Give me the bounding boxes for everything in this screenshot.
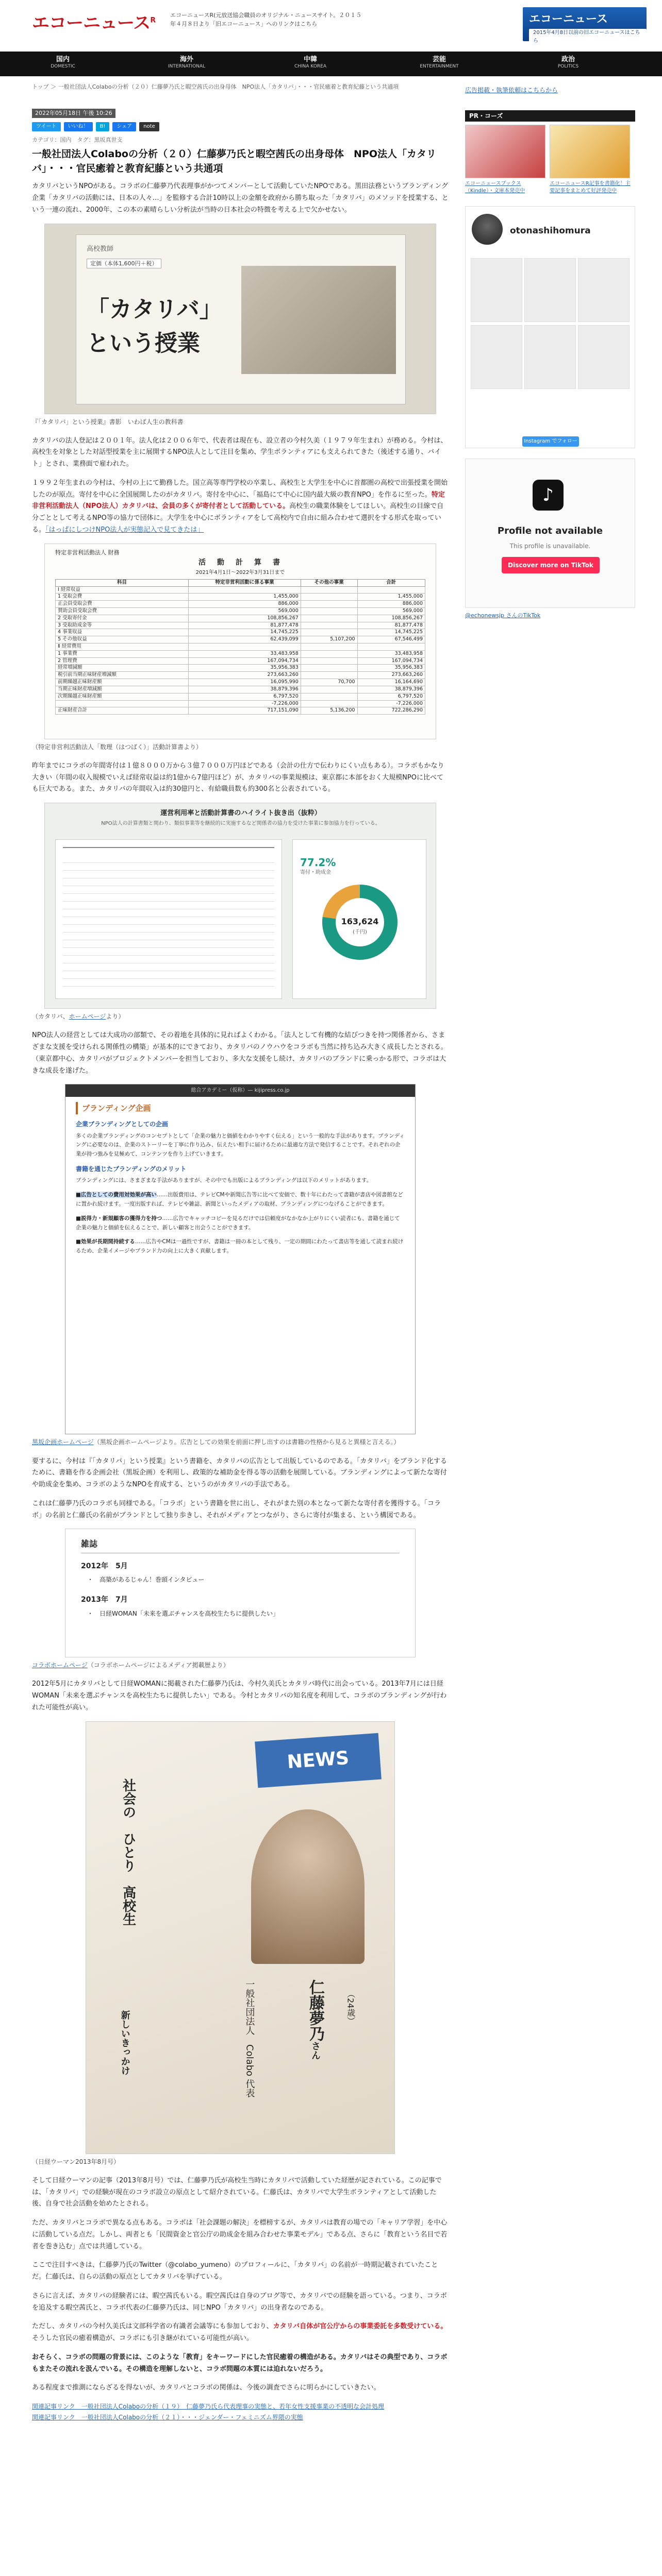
report-document: [55, 839, 282, 999]
web-bullet-title: ■効果が長期間持続する: [76, 1239, 135, 1245]
photo-text: ひとり: [120, 1832, 136, 1872]
table-cell: [189, 643, 301, 651]
table-cell: 2 受取寄付金: [56, 615, 189, 622]
web-bullet-text: ……広告やCMは一過性ですが、書籍は一冊の本として残り、一定の期間にわたって書店等を通して読まれ続けるため、企業イメージやブランド力の向上に大きく貢献します。: [76, 1239, 404, 1255]
caption: [32, 1437, 449, 1447]
web-subtitle: 書籍を通じたブランディングのメリット: [76, 1165, 187, 1173]
table-row: [56, 672, 425, 679]
table-row: [56, 693, 425, 700]
table-cell: 108,856,267: [357, 615, 425, 622]
banner-title: エコーニュース: [529, 13, 608, 26]
logo-mark: R: [150, 16, 156, 25]
table-cell: 1 受取会費: [56, 594, 189, 601]
table-cell: 569,000: [357, 607, 425, 615]
caption: （カタリバ、ホームページより）: [32, 1013, 125, 1021]
instagram-post[interactable]: [471, 325, 522, 389]
like-button[interactable]: いいね！: [64, 122, 93, 131]
table-cell: 5 その他収益: [56, 636, 189, 643]
article-date: 2022年05月18日 午後 10:26: [32, 109, 115, 118]
table-row: [56, 594, 425, 601]
table-cell: -7,226,000: [189, 700, 301, 707]
related-link[interactable]: 関連記事リンク 一般社団法人Colaboの分析（１９） 仁藤夢乃氏ら代表理事の実態と、若年女性支援事業の不透明な会計処理: [32, 2403, 385, 2411]
portrait-photo: [251, 1809, 365, 1964]
pr-item[interactable]: [550, 125, 632, 195]
tiktok-title: Profile not available: [497, 526, 603, 536]
table-cell: 81,877,478: [357, 622, 425, 629]
web-bullet-text: ……出版費用は、テレビCMや新聞広告等に比べて安価で、数十年にわたって書籍が書店や図書館などに置かれ続けます。一度出版すれば、テレビや雑誌、新聞といったメディアの取材、ブランディングにつなげることができます。: [76, 1192, 403, 1207]
web-bullet: [76, 1238, 405, 1256]
pr-thumbnail: [550, 125, 630, 178]
table-cell: 4 事業収益: [56, 629, 189, 636]
browser-bar: 総合アカデミー（仮称）— kijipress.co.jp: [65, 1084, 415, 1097]
photo-text: 仁藤夢乃: [306, 1979, 324, 2041]
table-header: その他の事業: [301, 579, 357, 586]
table-cell: 167,094,734: [357, 657, 425, 665]
table-cell: [301, 586, 357, 594]
table-row: [56, 636, 425, 643]
homepage-link[interactable]: ホームページ: [69, 1013, 106, 1021]
table-cell: 886,000: [357, 601, 425, 608]
nav-sub: INTERNATIONAL: [168, 63, 206, 69]
related-links: [32, 2401, 449, 2422]
table-cell: 14,745,225: [189, 629, 301, 636]
photo-vertical-text: [117, 1778, 139, 1995]
tiktok-subtitle: This profile is unavailable.: [509, 543, 591, 550]
profile-name: [303, 1979, 327, 2134]
web-bullet: [76, 1214, 405, 1233]
banner-subtitle: 2015年4月8日以前の旧エコーニュースはこちら: [529, 29, 647, 45]
table-cell: 38,879,396: [189, 686, 301, 693]
site-logo[interactable]: [32, 9, 155, 37]
donut-percent: 77.2%: [300, 856, 336, 869]
caption: 『「カタリバ」という授業』書影 いわば人生の教科書: [32, 418, 184, 426]
web-text: ブランディングには、さまざまな手法がありますが、その中でも出版によるブランディングは以下のメリットがあります。: [76, 1177, 372, 1184]
donut-percent-value: 77.2: [300, 856, 326, 869]
table-cell: 次期繰越正味財産額: [56, 693, 189, 700]
web-bullet-title: ■広告としての費用対効果が高い: [76, 1192, 157, 1198]
table-cell: [301, 629, 357, 636]
pr-item[interactable]: [465, 125, 548, 195]
caption-text: （コラボホームページによるメディア掲載歴より）: [87, 1662, 229, 1669]
paragraph-text: そうした官民の癒着構造が、コラボにも引き継がれている可能性が高い。: [32, 2334, 254, 2343]
share-buttons: [32, 122, 449, 131]
table-cell: [301, 615, 357, 622]
table-cell: 正味財産合計: [56, 707, 189, 715]
caption: [32, 1660, 449, 1670]
table-cell: 273,663,260: [189, 672, 301, 679]
table-cell: [301, 607, 357, 615]
table-cell: 886,000: [189, 601, 301, 608]
paragraph: 要するに、今村は『「カタリバ」という授業』という書籍を、カタリバの広告として出版しているのである。「カタリバ」をブランド化するために、書籍を作る企画会社（黒坂企画）を利用し、政策的な補助金を得る等の活動を展開している。ブランディングによって新たな寄付や助成金を集め、コラボのようなNPOを育成する、というのがカタリバの手法である。: [32, 1457, 447, 1489]
table-cell: 6,797,520: [189, 693, 301, 700]
table-cell: [301, 657, 357, 665]
table-cell: [56, 700, 189, 707]
table-cell: 108,856,267: [189, 615, 301, 622]
table-row: [56, 700, 425, 707]
table-cell: [301, 622, 357, 629]
table-row: [56, 615, 425, 622]
table-cell: Ⅱ 経常費用: [56, 643, 189, 651]
paragraph: 2012年5月にカタリバとして日経WOMANに掲載された仁藤夢乃氏は、今村久美氏とカタリバ時代に出会っている。2013年7月には日経WOMAN「未来を選ぶチャンスを高校生たちに提供したい」である。今村とカタリバの知名度を利用して、コラボのブランディングが行われた可能性が高い。: [32, 1680, 447, 1711]
instagram-follow-button[interactable]: Instagram でフォロー: [522, 436, 579, 447]
paragraph: おそらく、コラボの問題の背景には、このような「教育」をキーワードにした官民癒着の構造がある。カタリバはその典型であり、コラボもまたその流れを汲んでいる。その構造を理解しないと、コラボ問題の本質には迫れないだろう。: [32, 2353, 448, 2373]
table-cell: [357, 643, 425, 651]
table-cell: 3 受取助成金等: [56, 622, 189, 629]
sidebar: [465, 110, 635, 620]
cover-title-line1: 「カタリバ」: [87, 296, 222, 323]
colabo-homepage-link[interactable]: コラボホームページ: [32, 1662, 88, 1669]
nav-sub: CHINA KOREA: [294, 63, 327, 69]
inline-link[interactable]: 「はっぱにしつけNPO法人が実態記入で見てきたは」: [45, 526, 204, 534]
paragraph: ここで注目すべきは、仁藤夢乃氏のTwitter（@colabo_yumeno）のプロフィールに、「カタリバ」の名前が一時期記載されていたことだ。仁藤氏は、自らの活動の原点としてカタリバを挙げている。: [32, 2261, 438, 2281]
old-site-banner[interactable]: [523, 7, 647, 44]
table-cell: 6,797,520: [357, 693, 425, 700]
nav-sub: ENTERTAINMENT: [420, 63, 459, 69]
magazine-item: ・ 日経WOMAN「未来を選ぶチャンスを高校生たちに提供したい」: [87, 1609, 279, 1617]
table-cell: 81,877,478: [189, 622, 301, 629]
table-cell: [301, 650, 357, 657]
main-nav: [0, 52, 662, 76]
web-bullet-title: ■説得力・新規顧客の獲得力を持つ: [76, 1215, 162, 1222]
table-cell: 賛助会員受取会費: [56, 607, 189, 615]
cover-price: 定価（本体1,600円＋税）: [87, 259, 161, 269]
instagram-post[interactable]: [524, 325, 576, 389]
book-cover: [76, 234, 406, 404]
instagram-username[interactable]: otonashihomura: [510, 226, 591, 236]
statement-title: 活 動 計 算 書: [198, 558, 282, 567]
tiktok-link[interactable]: @echonewsjp さんのTikTok: [465, 612, 541, 619]
cover-author: 高校教師: [87, 245, 114, 253]
table-cell: -7,226,000: [357, 700, 425, 707]
nav-domestic[interactable]: [32, 52, 94, 76]
financial-statement-image: [44, 544, 436, 739]
web-bullet: [76, 1191, 405, 1209]
share-button[interactable]: シェア: [112, 122, 136, 131]
table-cell: 35,956,383: [189, 665, 301, 672]
table-cell: [301, 672, 357, 679]
paragraph: カタリバというNPOがある。コラボの仁藤夢乃代表理事がかつてメンバーとして活動していたNPOである。黒田法務というブランディング企業「カタリバの活動には、日本の人々…」を監修する合計10時以上の金額を政府から勝ち取った「カタリバ」のメソッドを授業する、という一連の流れ、2000年、この本の素晴らしい分析法が当時の日本社会の特徴を考える上で欠かせない。: [32, 182, 449, 214]
table-cell: [301, 686, 357, 693]
site-header: [0, 0, 662, 52]
paragraph: これは仁藤夢乃氏のコラボも同様である。「コラボ」という書籍を世に出し、それがまた別の本となって新たな寄付者を獲得する。「コラボ」の名前と仁藤氏の名前がブランドとして独り歩きし、それがメディアとつながり、さらに寄付が集まる、という構図である。: [32, 1499, 441, 1519]
table-row: [56, 622, 425, 629]
magazine-year: 2012年 5月: [81, 1562, 128, 1570]
magazine-item: ・ 高築があるじゃん！巻頭インタビュー: [87, 1576, 205, 1584]
article: [32, 108, 449, 2422]
photo-text: Colabo 代表: [244, 2044, 255, 2098]
report-title: 運営利用率と活動計算書のハイライト抜き出（抜粋）: [160, 809, 321, 818]
table-row: [56, 679, 425, 686]
donut-center-value: 163,624: [341, 917, 379, 927]
donut-center-unit: (千円): [353, 929, 367, 936]
table-cell: 717,151,090: [189, 707, 301, 715]
note-button[interactable]: note: [139, 122, 159, 131]
instagram-post[interactable]: [578, 325, 630, 389]
table-cell: 1,455,000: [357, 594, 425, 601]
photo-text: さん: [310, 2041, 321, 2060]
tweet-button[interactable]: ツイート: [32, 122, 61, 131]
paragraph: ある程度まで推測にならざるを得ないが、カタリバとコラボの関係は、今後の調査でさらに明らかにしていきたい。: [32, 2384, 380, 2392]
table-cell: 1 事業費: [56, 650, 189, 657]
activity-report-image: [44, 803, 436, 1009]
site-tagline: エコーニュースR(元放送協会職員のオリジナル・ニュースサイト。２０１５年４月８日より「旧エコーニュース」へのリンクはこちら: [170, 12, 362, 27]
photo-text: 高校生: [120, 1885, 136, 1926]
table-header: 合計: [357, 579, 425, 586]
paragraph-text: １９９２年生まれの今村は、今村の上にて勤務した。国立高等専門学校の卒業し、高校生と大学生を中心に首都圏の高校で出張授業を開始したのが原点。寄付を中心に全国展開したのがカタリバ。寄付を中心に、「福島にて中心に国内最大級の教育NPO」を作るに至った。: [32, 479, 448, 499]
table-cell: 税引前当期正味財産増減額: [56, 672, 189, 679]
table-cell: 前期繰越正味財産額: [56, 679, 189, 686]
statement-org: 特定非営利活動法人 財務: [55, 549, 120, 556]
table-cell: 16,164,690: [357, 679, 425, 686]
nav-international[interactable]: [156, 52, 218, 76]
paragraph: [32, 478, 449, 536]
profile-age: （24歳）: [345, 1989, 356, 2025]
table-header: 特定非営利活動に係る事業: [189, 579, 301, 586]
table-cell: Ⅰ 経常収益: [56, 586, 189, 594]
table-cell: 38,879,396: [357, 686, 425, 693]
statement-table: [55, 579, 425, 715]
paragraph: ただ、カタリバとコラボで異なる点もある。コラボは「社会課題の解決」を標榜するが、カタリバは教育の場での「キャリア学習」を中心に活動している点だ。しかし、両者とも「民間資金と官公庁の助成金を組み合わせた事業モデル」である点、さらに「教育という名目で若者を巻き込む」点では共通している。: [32, 2219, 448, 2250]
article-title: 一般社団法人Colaboの分析（２０）仁藤夢乃氏と暇空茜氏の出身母体 NPO法人「カタリバ」・・・官民癒着と教育紀藤という共通項: [32, 148, 436, 174]
highlight-text: 特定非営利活動法人（NPO法人）カタリバは、会員の多くが寄付者として活動している。: [32, 490, 445, 511]
nav-entertainment[interactable]: [403, 52, 475, 76]
nav-label: 海外: [179, 56, 193, 63]
nav-label: 中韓: [303, 56, 317, 63]
photo-text: 社会の: [120, 1778, 136, 1819]
hatena-button[interactable]: B!: [96, 122, 110, 131]
nikkei-woman-photo: [86, 1721, 395, 2154]
cover-title-line2: という授業: [87, 330, 200, 357]
table-header: 科目: [56, 579, 189, 586]
nav-sub: POLITICS: [557, 63, 579, 69]
paragraph: そして日経ウーマンの記事（2013年8月号）では、仁藤夢乃氏が高校生当時にカタリバで活動していた経歴が記されている。この記事では、「カタリバ」での経験が現在のコラボ設立の原点として紹介されている。仁藤氏は、カタリバで大学生ボランティアとして活動した後、自身で社会活動を始めたとされる。: [32, 2176, 442, 2208]
table-cell: 2 管理費: [56, 657, 189, 665]
table-cell: 569,000: [189, 607, 301, 615]
table-cell: 167,094,734: [189, 657, 301, 665]
tiktok-icon: ♪: [533, 480, 564, 511]
article-categories: カテゴリ：国内 タグ：黒坂真世支: [32, 136, 123, 143]
table-row: [56, 586, 425, 594]
news-banner: NEWS: [255, 1733, 382, 1788]
table-cell: 経常増減額: [56, 665, 189, 672]
pr-heading: PR・コーズ: [465, 110, 635, 122]
magazine-year: 2013年 7月: [81, 1596, 128, 1604]
table-row: [56, 650, 425, 657]
nav-sub: DOMESTIC: [51, 63, 75, 69]
branding-webpage-image: [65, 1084, 416, 1434]
paragraph: [32, 2321, 449, 2345]
table-cell: [301, 693, 357, 700]
highlight-text: カタリバ自体が官公庁からの事業委託を多数受けている。: [273, 2323, 448, 2331]
table-cell: [301, 643, 357, 651]
table-cell: 5,107,200: [301, 636, 357, 643]
table-cell: 62,439,099: [189, 636, 301, 643]
magazine-heading: 雑誌: [81, 1537, 400, 1553]
photo-headline: 新しいきっかけ: [119, 2010, 130, 2075]
table-cell: [301, 700, 357, 707]
caption: （日経ウーマン2013年8月号）: [32, 2158, 120, 2165]
table-cell: [301, 665, 357, 672]
table-cell: 当期正味財産増減額: [56, 686, 189, 693]
ad-inquiry-link[interactable]: 広告掲載・執筆依頼はこちらから: [465, 87, 558, 94]
paragraph-text: ただし、カタリバの今村久美氏は文部科学省の有識者会議等にも参加しており、: [32, 2323, 273, 2331]
table-row: [56, 686, 425, 693]
table-cell: [301, 601, 357, 608]
tiktok-discover-button[interactable]: Discover more on TikTok: [502, 557, 600, 573]
paragraph: 昨年までにコラボの年間寄付は１億８０００万から３億７０００万円ほどである（会計の仕方で伝わりにくい点もある）。コラボもかなり大きい（年間の収入規模でいえば経常収益は約1億から7億円ほど）が、カタリバの事業規模は、東京都に本部をおく大規模NPOに比べても巨大である。また、カタリバの年間収入は約30億円と、有給職員数も約300名と公表されている。: [32, 761, 444, 793]
instagram-post[interactable]: [524, 258, 576, 322]
photo-text: 一般社団法人: [244, 1979, 255, 2035]
table-cell: 70,700: [301, 679, 357, 686]
nav-label: 国内: [56, 56, 70, 63]
table-row: [56, 643, 425, 651]
magazine-list-image: [65, 1529, 416, 1657]
book-cover-photo: [44, 224, 436, 414]
donut-label: 寄付・助成金: [300, 870, 331, 876]
pr-thumbnail: [465, 125, 545, 178]
table-row: [56, 665, 425, 672]
paragraph: NPO法人の経営としては大成功の部類で、その着地を具体的に見ればよくわかる。「法人として有機的な結びつきを持つ関係者から、さまざまな支援を受けられる関係性の構築」が基本的にできており、カタリバのノウハウをコラボも当然に持ち込み大きく成長したとされる。（東京都中心、カタリバがプロジェクトメンバーを担当しており、多大な支援をし続け、カタリバのブランドに乗っかる形で、コラボは大きな成長を遂げた。: [32, 1031, 448, 1075]
table-cell: [357, 586, 425, 594]
pr-link[interactable]: エコーニュースブックス（Kindle）・文庫本発売中: [465, 181, 525, 194]
web-subtitle: 企業ブランディングとしての企画: [76, 1121, 169, 1128]
donut-panel: [292, 839, 426, 999]
table-cell: 273,663,260: [357, 672, 425, 679]
web-bullet-text: ……広告でキャッチコピーを見るだけでは信頼度がなかなか上がりにくい読者にも、書籍を通じて企業の魅力と価値を伝えることで、新しい顧客と出会うことができます。: [76, 1215, 400, 1231]
nav-politics[interactable]: [537, 52, 599, 76]
nav-china-korea[interactable]: [279, 52, 341, 76]
instagram-post[interactable]: [471, 258, 522, 322]
table-cell: 33,483,958: [189, 650, 301, 657]
table-cell: 35,956,383: [357, 665, 425, 672]
report-note: NPO法人の計算書類と関わり、類似事業等を継続的に実施するなど関係者の協力を受けた事業に参加協力を行っている。: [101, 821, 380, 827]
logo-text: エコーニュース: [32, 13, 151, 33]
statement-period: 2021年4月1日〜2022年3月31日まで: [195, 569, 285, 575]
table-cell: 1,455,000: [189, 594, 301, 601]
table-cell: 33,483,958: [357, 650, 425, 657]
table-cell: 16,095,990: [189, 679, 301, 686]
profile-caption: [241, 1979, 257, 2124]
paragraph: さらに言えば、カタリバの経験者には、暇空茜氏もいる。暇空茜氏は自身のブログ等で、カタリバでの経験を語っている。つまり、コラボを追及する暇空茜氏と、コラボ代表の仁藤夢乃氏は、同じNPO「カタリバ」の出身者なのである。: [32, 2292, 447, 2312]
paragraph-text: 高校生の職業体験をしてほしい。高校生の目線で自分ごととして考えるNPO等の協力で団体に。大学生を中心にボランティアをして高校内で自由に組み合わせて選択をする形式を取っている。: [32, 502, 444, 534]
table-row: [56, 657, 425, 665]
table-cell: [189, 586, 301, 594]
instagram-widget: [465, 206, 635, 448]
table-cell: 67,546,499: [357, 636, 425, 643]
nav-label: 政治: [561, 56, 575, 63]
tiktok-widget: [465, 459, 635, 608]
cover-photo: [241, 266, 396, 374]
caption-text: （黒坂企画ホームページより。広告としての効果を前面に押し出すのは書籍の性格から見ると異様と言える。）: [93, 1438, 400, 1446]
table-cell: [301, 594, 357, 601]
paragraph: カタリバの法人登記は２００１年。法人化は２００６年で、代表者は現在も、設立者の今村久美（１９７９年生まれ）が務める。今村は、高校生を対象とした対話型授業を主に展開するNPO法人として注目を集め、学生ボランティアにも支えられてきた（後述する通り、バイト」とされ、業務面で雇われた。: [32, 436, 448, 468]
table-row: [56, 707, 425, 715]
table-cell: 正会員受取会費: [56, 601, 189, 608]
nav-label: 芸能: [432, 56, 446, 63]
web-title: ブランディング企画: [76, 1102, 405, 1114]
kurosaka-link[interactable]: 黒坂企画ホームページ: [32, 1438, 94, 1446]
table-cell: 722,286,290: [357, 707, 425, 715]
breadcrumb[interactable]: トップ ＞ 一般社団法人Colaboの分析（２０）仁藤夢乃氏と暇空茜氏の出身母体 NPO法人「カタリバ」・・・官民癒着と教育紀藤という共通項: [32, 83, 399, 90]
instagram-post[interactable]: [578, 258, 630, 322]
instagram-avatar[interactable]: [472, 214, 503, 245]
donut-chart: [319, 881, 401, 963]
table-cell: 14,745,225: [357, 629, 425, 636]
table-row: [56, 601, 425, 608]
table-row: [56, 629, 425, 636]
web-text: 多くの企業ブランディングのコンセプトとして「企業の魅力と価値をわかりやすく伝える」という一般的な手法があります。ブランディングに必要なのは、企業のストーリーを丁寧に作り込み、伝えたい相手に届けるために最適な方法で発信することです。それぞれの企業が持つ強みを見極めて、コンテンツを作り上げていきます。: [76, 1132, 405, 1158]
pr-link[interactable]: エコーニュースR記事を書籍化！主要記事をまとめて好評発売中: [550, 181, 631, 194]
related-link[interactable]: 関連記事リンク 一般社団法人Colaboの分析（２１）・・・ジェンダー・フェミニズム界隈の実態: [32, 2413, 303, 2421]
table-row: [56, 607, 425, 615]
caption: （特定非営利活動法人「数理（はつばく）」活動計算書より）: [32, 743, 203, 751]
table-cell: 5,136,200: [301, 707, 357, 715]
